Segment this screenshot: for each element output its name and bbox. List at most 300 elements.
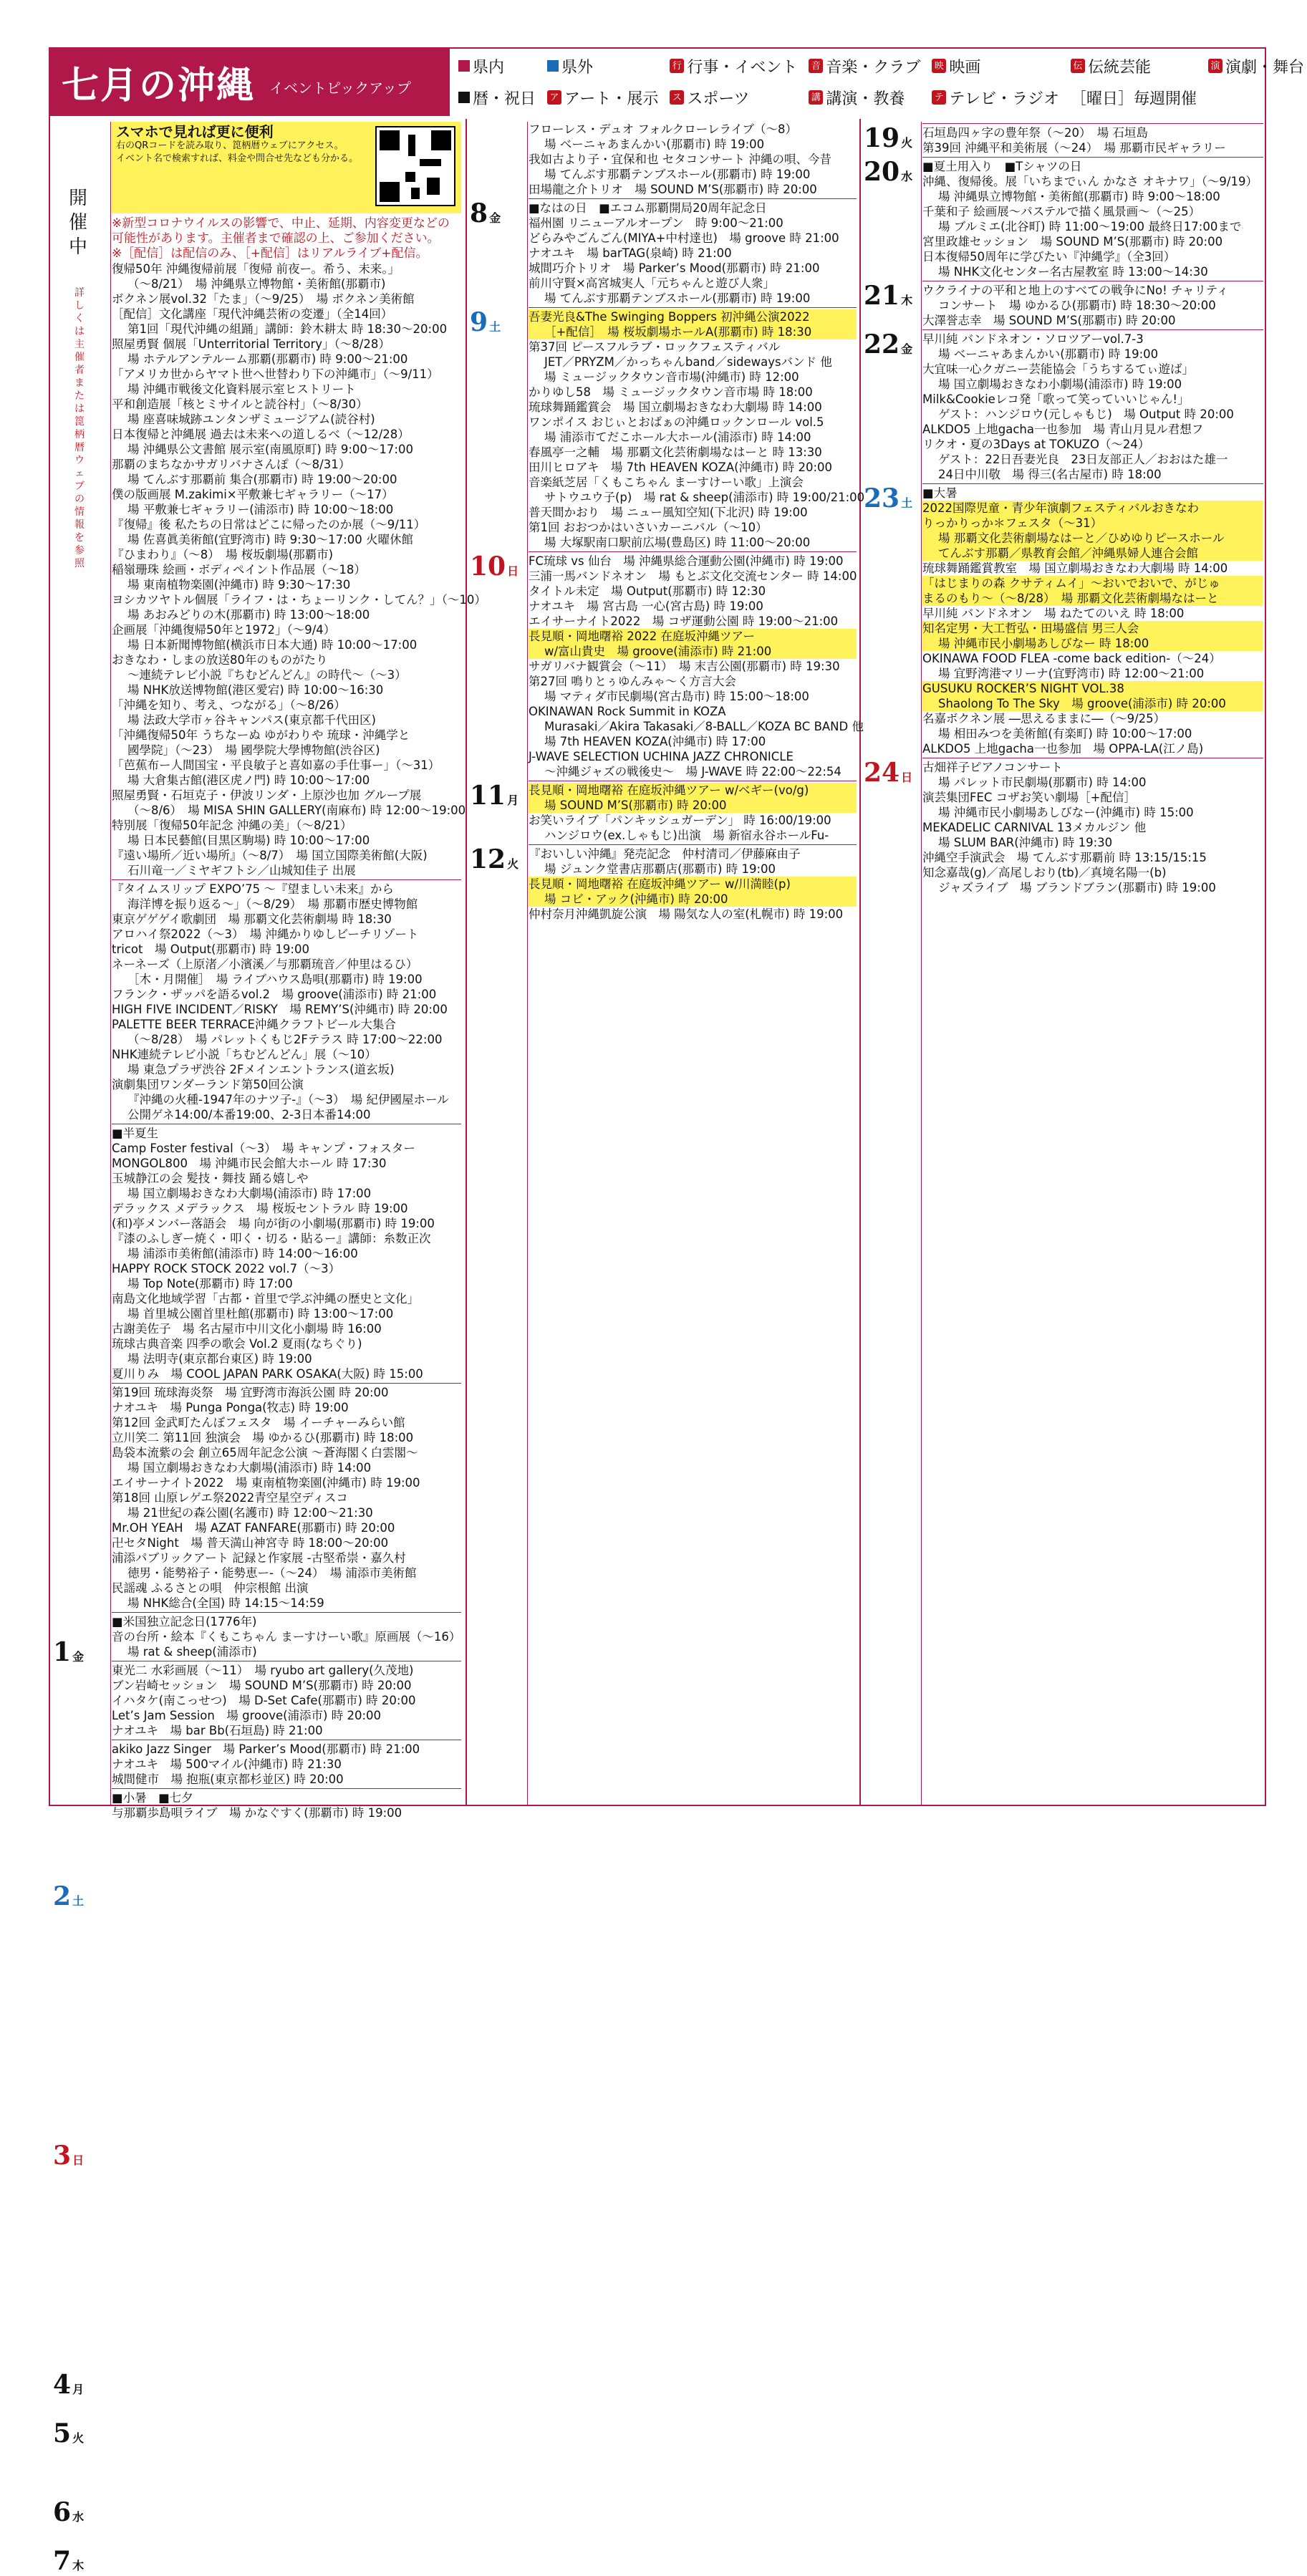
legend-category-icon: ス	[670, 90, 684, 105]
event-entry: 夏川りみ 場 COOL JAPAN PARK OSAKA(大阪) 時 15:00	[112, 1367, 423, 1381]
page-title: 七月の沖縄	[62, 63, 256, 107]
event-entry: ジャズライブ 場 ブランドブラン(那覇市) 時 19:00	[938, 881, 1216, 894]
event-entry: ［+配信］ 場 桜坂劇場ホールA(那覇市) 時 18:30	[529, 324, 857, 339]
event-entry: 場 国立劇場おきなわ大劇場(浦添市) 時 14:00	[127, 1461, 372, 1475]
legend-label: 行事・イベント	[687, 58, 798, 77]
notice-line: ※新型コロナウイルスの影響で、中止、延期、内容変更などの	[112, 216, 450, 231]
event-entry: （～8/28） 場 パレットくもじ2Fテラス 時 17:00～22:00	[127, 1033, 443, 1046]
event-entry: 日本復帰50周年に学びたい『沖縄学』（全3回）	[922, 250, 1176, 264]
event-entry: 場 法明寺(東京都台東区) 時 19:00	[127, 1352, 312, 1366]
day-block	[112, 1383, 461, 1611]
day-separator	[922, 123, 1263, 124]
event-entry: 与那覇歩島唄ライブ 場 かなぐすく(那覇市) 時 19:00	[112, 1806, 402, 1820]
date-column	[49, 122, 111, 2576]
column-2-entries	[529, 122, 865, 1805]
event-entry: 「アメリカ世からヤマト世へ世替わり下の沖縄市」（～9/11）	[112, 367, 439, 381]
date-number: 4	[53, 2370, 72, 2400]
event-entry: 場 那覇文化芸術劇場なはーと／ひめゆりピースホール	[922, 531, 1263, 546]
event-entry: 名嘉ボクネン展 ―思えるままに―（～9/25）	[922, 712, 1166, 725]
date-number: 22	[864, 329, 900, 360]
date-label	[864, 123, 912, 153]
legend-swatch	[458, 60, 470, 72]
weekday: 金	[72, 1650, 85, 1664]
event-entry: ナオユキ 場 Punga Ponga(牧志) 時 19:00	[112, 1401, 349, 1414]
legend-label: 暦・祝日	[473, 90, 536, 108]
event-entry: ナオユキ 場 500マイル(沖縄市) 時 21:30	[112, 1757, 342, 1771]
date-label	[864, 483, 912, 513]
event-entry: 2022国際児童・青少年演劇フェスティバルおきなわ	[922, 501, 1263, 516]
day-block	[922, 329, 1263, 482]
event-entry: MEKADELIC CARNIVAL 13メカルジン 他	[922, 821, 1147, 834]
weekday: 土	[901, 496, 913, 510]
event-entry: 場 宜野湾港マリーナ(宜野湾市) 時 12:00～21:00	[938, 667, 1205, 680]
event-entry: 場 相田みつを美術館(有楽町) 時 10:00～17:00	[938, 727, 1192, 741]
qr-title: スマホで見れば更に便利	[116, 123, 274, 140]
weekday: 火	[72, 2431, 85, 2445]
day-separator	[529, 844, 857, 845]
column-3-entries	[922, 122, 1263, 1805]
qr-box	[112, 122, 461, 213]
date-number: 2	[53, 1881, 72, 1911]
event-entry: ～連続テレビ小説『ちむどんどん』の時代～（～3）	[127, 668, 407, 682]
event-entry: 城間巧介トリオ 場 Parker’s Mood(那覇市) 時 21:00	[529, 261, 820, 275]
event-entry: 場 東急プラザ渋谷 2Fメインエントランス(道玄坂)	[127, 1063, 395, 1076]
event-entry: エイサーナイト2022 場 コザ運動公園 時 19:00～21:00	[529, 614, 839, 628]
day-block	[922, 758, 1263, 895]
date-label	[470, 307, 501, 337]
event-entry: 福州園 リニューアルオープン 時 9:00～21:00	[529, 216, 783, 230]
legend-item	[932, 87, 1059, 109]
event-entry: ナオユキ 場 宮古島 一心(宮古島) 時 19:00	[529, 599, 763, 613]
event-entry: 長見順・岡地曙裕 在庭坂沖縄ツアー w/ベギー(vo/g)	[529, 783, 857, 798]
date-number: 21	[864, 281, 900, 311]
event-entry: 徳男・能勢裕子・能勢恵ー-（～24） 場 浦添市美術館	[127, 1566, 417, 1580]
event-entry: コンサート 場 ゆかるひ(那覇市) 時 18:30～20:00	[938, 299, 1216, 312]
event-entry: 琉球舞踊鑑賞会 場 国立劇場おきなわ大劇場 時 14:00	[529, 400, 822, 414]
day-separator	[529, 198, 857, 199]
event-entry: 照屋勇賢・石垣克子・伊波リンダ・上原沙也加 グループ展	[112, 788, 422, 802]
day-separator	[529, 551, 857, 552]
date-number: 6	[53, 2497, 72, 2527]
date-column	[859, 122, 922, 1805]
event-entry: 石垣島四ヶ字の豊年祭（～20） 場 石垣島	[922, 126, 1148, 140]
event-entry: 場 沖縄市戦後文化資料展示室ヒストリート	[127, 382, 356, 396]
date-label	[53, 2497, 84, 2527]
event-entry: 特別展「復帰50年記念 沖縄の美」（～8/21）	[112, 819, 352, 832]
date-label	[470, 781, 519, 811]
event-entry: 第12回 金武町たんぼフェスタ 場 イーチャーみらい館	[112, 1416, 405, 1429]
event-entry: Mr.OH YEAH 場 AZAT FANFARE(那覇市) 時 20:00	[112, 1521, 395, 1535]
event-entry: 音の台所・絵本『くもこちゃん まーすけーい歌』原画展（～16）	[112, 1630, 461, 1644]
date-number: 23	[864, 483, 900, 513]
event-entry: HAPPY ROCK STOCK 2022 vol.7（～3）	[112, 1262, 341, 1275]
event-entry: 場 SOUND M’S(那覇市) 時 20:00	[529, 798, 857, 813]
event-entry: 場 日本民藝館(目黒区駒場) 時 10:00～17:00	[127, 834, 370, 847]
event-entry: 普天間かおり 場 ニュー風知空知(下北沢) 時 19:00	[529, 506, 808, 519]
event-entry: デラックス メデラックス 場 桜坂セントラル 時 19:00	[112, 1202, 408, 1215]
legend-item	[1071, 87, 1197, 109]
event-entry: 長見順・岡地曙裕 在庭坂沖縄ツアー w/川満睦(p)	[529, 877, 857, 892]
event-entry: 『漆のふしぎー焼く・叩く・切る・貼るー』講師：糸数正次	[112, 1232, 431, 1245]
day-separator	[112, 879, 461, 880]
event-entry: 前川守賢×高宮城実人「元ちゃんと遊び人衆」	[529, 276, 775, 290]
event-entry: 場 沖縄市民小劇場あしびなー 時 18:00	[922, 636, 1263, 651]
legend-category-icon: 音	[809, 59, 823, 73]
day-block	[529, 122, 857, 197]
event-entry: 那覇のまちなかサガリバナさんぽ（～8/31）	[112, 458, 351, 471]
event-entry: Murasaki／Akira Takasaki／8-BALL／KOZA BC BAND 他	[544, 720, 864, 733]
day-block	[529, 844, 857, 922]
event-entry: 場 浦添市てだこホール大ホール(浦添市) 時 14:00	[544, 430, 811, 444]
event-entry: 24日中川敬 場 得三(名古屋市) 時 18:00	[938, 468, 1162, 481]
event-entry: 古謝美佐子 場 名古屋市中川文化小劇場 時 16:00	[112, 1322, 382, 1336]
event-entry: 場 ジュンク堂書店那覇店(那覇市) 時 19:00	[544, 862, 776, 876]
legend-label: 音楽・クラブ	[826, 58, 921, 77]
notice-line: 可能性があります。主催者まで確認の上、ご参加ください。	[112, 231, 440, 246]
event-entry: ハンジロウ(ex.しゃもじ)出演 場 新宿永谷ホールFu-	[544, 829, 829, 842]
event-entry: ゲスト：22日吾妻光良 23日友部正人／おおはた雄一	[938, 453, 1228, 466]
event-entry: ■米国独立記念日(1776年)	[112, 1615, 257, 1629]
date-number: 10	[470, 551, 506, 582]
event-entry: イハタケ(南こっせつ) 場 D-Set Cafe(那覇市) 時 20:00	[112, 1694, 416, 1707]
event-entry: 場 マティダ市民劇場(宮古島市) 時 15:00～18:00	[544, 690, 809, 703]
weekday: 木	[72, 2559, 85, 2572]
qr-line: 右のQRコードを読み取り、箆柄暦ウェブにアクセス。	[116, 140, 344, 151]
event-entry: 日本復帰と沖縄展 過去は未来への道しるべ（～12/28）	[112, 428, 410, 441]
event-entry: 場 東南植物楽園(沖縄市) 時 9:30～17:30	[127, 578, 351, 592]
qr-code[interactable]	[375, 126, 455, 206]
event-entry: 第27回 鳴りとぅゆんみゃ～く方言大会	[529, 675, 736, 688]
event-entry: サトウユウ子(p) 場 rat & sheep(浦添市) 時 19:00/21:00	[544, 491, 865, 504]
legend-swatch	[458, 92, 470, 103]
weekday: 水	[901, 170, 913, 183]
weekday: 土	[72, 1894, 85, 1908]
event-entry: 場 NHK文化センター名古屋教室 時 13:00～14:30	[938, 265, 1208, 279]
event-entry: 民謡魂 ふるさとの唄 仲宗根館 出演	[112, 1581, 309, 1595]
day-separator	[922, 483, 1263, 484]
event-entry: かりゆし58 場 ミュージックタウン音市場 時 18:00	[529, 385, 813, 399]
event-entry: w/富山貴史 場 groove(浦添市) 時 21:00	[529, 644, 857, 659]
event-entry: HIGH FIVE INCIDENT／RISKY 場 REMY’S(沖縄市) 時 20:00	[112, 1003, 448, 1016]
day-block	[922, 483, 1263, 756]
day-separator	[112, 1788, 461, 1789]
event-entry: 大澤誉志幸 場 SOUND M’S(那覇市) 時 20:00	[922, 314, 1176, 327]
event-entry: 復帰50年 沖縄復帰前展「復帰 前夜ー。希う、未来。」	[112, 262, 400, 276]
page-subtitle: イベントピックアップ	[269, 79, 411, 97]
date-number: 19	[864, 123, 900, 153]
day-separator	[112, 1612, 461, 1613]
event-entry: akiko Jazz Singer 場 Parker’s Mood(那覇市) 時 21:00	[112, 1742, 420, 1756]
event-entry: 場 沖縄市民小劇場あしびなー(沖縄市) 時 15:00	[938, 806, 1194, 819]
event-entry: 玉城静江の会 髪技・舞技 踊る嬉しや	[112, 1172, 309, 1185]
ongoing-events	[112, 261, 486, 878]
event-entry: 第39回 沖縄平和美術展（～24） 場 那覇市民ギャラリー	[922, 141, 1226, 155]
legend-label: 講演・教養	[826, 90, 905, 108]
column-1-entries	[112, 122, 486, 1820]
event-entry: ■なはの日 ■エコム那覇開局20周年記念日	[529, 201, 767, 215]
event-entry: 場 あおみどりの木(那覇市) 時 13:00～18:00	[127, 608, 370, 622]
event-entry: りっかりっか＊フェスタ（～31）	[922, 516, 1263, 531]
event-entry: 第1回「現代沖縄の組踊」講師：鈴木耕太 時 18:30～20:00	[127, 322, 448, 336]
event-entry: 千葉和子 絵画展～パステルで描く風景画～（～25）	[922, 205, 1201, 218]
event-entry: 場 SLUM BAR(沖縄市) 時 19:30	[938, 836, 1113, 849]
legend-item	[1071, 55, 1197, 77]
date-label	[53, 1881, 84, 1911]
event-entry: 演劇集団ワンダーランド第50回公演	[112, 1078, 304, 1091]
event-entry: 「沖縄復帰50年 うちなーぬ ゆがわりや 琉球・沖縄学と	[112, 728, 410, 742]
legend-label: 演劇・舞台	[1225, 58, 1304, 77]
event-entry: ［配信］文化講座「現代沖縄芸術の変遷」（全14回）	[112, 307, 393, 321]
event-entry: ■夏土用入り ■Tシャツの日	[922, 160, 1082, 173]
event-entry: 音楽紙芝居「くもこちゃん まーすけーい歌」上演会	[529, 476, 804, 489]
event-entry: 演芸集団FEC コザお笑い劇場［+配信］	[922, 791, 1137, 804]
event-entry: ワンポイス おじぃとおばぁの沖縄ロックンロール vol.5	[529, 415, 824, 429]
column-3	[859, 122, 1266, 1805]
date-number: 20	[864, 157, 900, 187]
weekday: 月	[72, 2383, 85, 2396]
event-entry: GUSUKU ROCKER’S NIGHT VOL.38	[922, 681, 1263, 696]
event-entry: 三浦一馬バンドネオン 場 もとぶ文化交流センター 時 14:00	[529, 569, 857, 583]
legend-label: テレビ・ラジオ	[949, 90, 1059, 108]
event-entry: 第18回 山原レゲエ祭2022青空星空ディスコ	[112, 1491, 348, 1505]
event-entry: 場 ホテルアンテルーム那覇(那覇市) 時 9:00～21:00	[127, 352, 408, 366]
event-entry: 『復帰』後 私たちの日常はどこに帰ったのか展（～9/11）	[112, 518, 426, 531]
event-entry: ～沖縄ジャズの戦後史～ 場 J-WAVE 時 22:00～22:54	[544, 765, 841, 778]
legend-label: アート・展示	[564, 90, 659, 108]
event-entry: 田場龍之介トリオ 場 SOUND M’S(那覇市) 時 20:00	[529, 183, 817, 196]
date-label	[53, 2370, 84, 2400]
event-entry: 稲嶺珊珠 絵画・ボディペイント作品展（～18）	[112, 563, 366, 577]
weekday: 木	[901, 294, 913, 307]
event-entry: 東京ゲゲゲイ歌劇団 場 那覇文化芸術劇場 時 18:30	[112, 912, 392, 926]
day-block	[922, 123, 1263, 155]
date-number: 11	[470, 781, 506, 811]
event-entry: エイサーナイト2022 場 東南植物楽園(沖縄市) 時 19:00	[112, 1476, 420, 1490]
legend-item	[670, 55, 797, 77]
event-entry: （～8/6） 場 MISA SHIN GALLERY(南麻布) 時 12:00～19:00	[127, 804, 466, 817]
legend-category-icon: ア	[547, 90, 561, 105]
event-entry: フローレス・デュオ フォルクローレライブ（～8）	[529, 122, 797, 136]
event-entry: タイトル未定 場 Output(那覇市) 時 12:30	[529, 584, 766, 598]
day-block	[112, 1661, 461, 1738]
legend-category-icon: 演	[1208, 59, 1222, 73]
event-entry: ボクネン展vol.32「たま」（～9/25） 場 ボクネン美術館	[112, 292, 415, 306]
event-entry: フランク・ザッパを語るvol.2 場 groove(浦添市) 時 21:00	[112, 988, 437, 1001]
event-entry: ナオユキ 場 barTAG(泉崎) 時 21:00	[529, 246, 732, 260]
ongoing-note: 詳しくは主催者または箆柄暦ウェブの情報を参照	[74, 287, 85, 569]
event-entry: 第1回 おおつかはいさいカーニバル（～10）	[529, 521, 768, 534]
weekday: 土	[489, 320, 501, 334]
event-entry: おきなわ・しまの放送80年のものがたり	[112, 653, 328, 667]
event-entry: 場 国立劇場おきなわ小劇場(浦添市) 時 19:00	[938, 377, 1182, 391]
event-entry: 春風亭一之輔 場 那覇文化芸術劇場なはーと 時 13:30	[529, 445, 822, 459]
legend-item	[1208, 55, 1304, 77]
legend-label: 県内	[473, 58, 505, 77]
legend-item	[547, 55, 658, 77]
event-entry: 場 沖縄県立博物館・美術館(那覇市) 時 9:00～18:00	[938, 190, 1220, 203]
event-entry: 公開ゲネ14:00/本番19:00、2-3日本番14:00	[127, 1108, 371, 1121]
event-entry: 場 7th HEAVEN KOZA(沖縄市) 時 17:00	[544, 735, 766, 748]
date-label	[864, 758, 912, 788]
event-entry: 場 座喜味城跡ユンタンザミュージアム(読谷村)	[127, 413, 375, 426]
day-block	[112, 1788, 461, 1820]
event-entry: 第19回 琉球海炎祭 場 宜野湾市海浜公園 時 20:00	[112, 1386, 389, 1399]
legend-label: 伝統芸能	[1087, 58, 1151, 77]
event-entry: （～8/21） 場 沖縄県立博物館・美術館(那覇市)	[127, 277, 386, 291]
event-entry: 沖縄、復帰後。展「いちまでぃん かなさ オキナワ」（～9/19）	[922, 175, 1258, 188]
event-entry: tricot 場 Output(那覇市) 時 19:00	[112, 942, 309, 956]
event-entry: 琉球舞踊鑑賞教室 場 国立劇場おきなわ大劇場 時 14:00	[922, 561, 1228, 575]
event-entry: てんぶす那覇／県教育会館／沖縄県婦人連合会館	[922, 546, 1263, 561]
event-entry: ヨシカツヤトル個展「ライフ・は・ちょーリンク・してん？」（～10）	[112, 593, 486, 607]
event-entry: ウクライナの平和と地上のすべての戦争にNo! チャリティ	[922, 284, 1229, 297]
event-entry: 『沖縄の火種-1947年のナツ子-』（～3） 場 紀伊國屋ホール	[127, 1093, 449, 1106]
date-label	[470, 198, 501, 228]
date-number: 9	[470, 307, 488, 337]
event-entry: ALKDO5 上地gacha一也参加 場 OPPA-LA(江ノ島)	[922, 742, 1204, 756]
day-separator	[922, 329, 1263, 330]
event-entry: FC琉球 vs 仙台 場 沖縄県総合運動公園(沖縄市) 時 19:00	[529, 554, 844, 568]
event-entry: 知念嘉哉(g)／高尾しおり(tb)／真境名陽一(b)	[922, 866, 1167, 879]
event-entry: 『遠い場所／近い場所』（～8/7） 場 国立国際美術館(大阪)	[112, 849, 428, 862]
event-entry: 場 てんぶす那覇テンブスホール(那覇市) 時 19:00	[544, 291, 811, 305]
day-block	[529, 781, 857, 843]
event-entry: ゲスト：ハンジロウ(元しゃもじ) 場 Output 時 20:00	[938, 407, 1234, 421]
event-entry: 『タイムスリップ EXPO’75 ～『望ましい未来』から	[112, 882, 394, 896]
legend-item	[458, 55, 536, 77]
event-entry: 城間健市 場 抱瓶(東京都杉並区) 時 20:00	[112, 1772, 344, 1786]
event-entry: Camp Foster festival（～3） 場 キャンプ・フォスター	[112, 1142, 415, 1155]
event-entry: 場 rat & sheep(浦添市)	[127, 1645, 257, 1659]
date-number: 3	[53, 2141, 72, 2171]
date-number: 5	[53, 2418, 72, 2449]
day-block	[112, 1124, 461, 1381]
event-entry: 場 法政大学市ヶ谷キャンパス(東京都千代田区)	[127, 713, 376, 727]
day-separator	[112, 1383, 461, 1384]
event-entry: 場 大塚駅南口駅前広場(豊島区) 時 11:00～20:00	[544, 536, 811, 549]
weekday: 金	[901, 342, 913, 356]
event-entry: 琉球古典音楽 四季の歌会 Vol.2 夏雨(なちぐり)	[112, 1337, 362, 1351]
event-entry: 東光二 水彩画展（～11） 場 ryubo art gallery(久茂地)	[112, 1664, 414, 1677]
event-entry: 場 ブルミエ(北谷町) 時 11:00～19:00 最終日17:00まで	[938, 220, 1242, 233]
legend-item	[809, 55, 920, 77]
date-column	[466, 122, 528, 1805]
event-entry: 海洋博を振り返る～」（～8/29） 場 那覇市歴史博物館	[127, 897, 418, 911]
event-entry: 早川純 バンドネオン・ソロツアーvol.7-3	[922, 332, 1144, 346]
event-entry: Shaolong To The Sky 場 groove(浦添市) 時 20:00	[922, 696, 1263, 711]
event-entry: ■小暑 ■七夕	[112, 1791, 193, 1805]
event-entry: 僕の版画展 M.zakimi×平敷兼七ギャラリー（～17）	[112, 488, 394, 501]
event-entry: リクオ・夏の3Days at TOKUZO（～24）	[922, 438, 1150, 451]
event-entry: 宮里政雄セッション 場 SOUND M’S(那覇市) 時 20:00	[922, 235, 1223, 249]
legend-label: ［曜日］毎週開催	[1070, 90, 1197, 108]
event-entry: 場 国立劇場おきなわ大劇場(浦添市) 時 17:00	[127, 1187, 372, 1200]
date-number: 8	[470, 198, 488, 228]
event-entry: 場 NHK放送博物館(港区愛宕) 時 10:00～16:30	[127, 683, 384, 697]
legend-category-icon: 映	[932, 59, 946, 73]
event-entry: 場 大倉集古館(港区虎ノ門) 時 10:00～17:00	[127, 773, 370, 787]
legend-label: 県外	[561, 58, 594, 77]
event-entry: ALKDO5 上地gacha一也参加 場 青山月見ル君想フ	[922, 423, 1204, 436]
event-entry: 平和創造展「核とミサイルと読谷村」（～8/30）	[112, 397, 368, 411]
date-label	[470, 551, 519, 582]
event-entry: ■半夏生	[112, 1127, 159, 1140]
date-label	[470, 844, 519, 874]
event-entry: 長見順・岡地曙裕 2022 在庭坂沖縄ツアー	[529, 629, 857, 644]
event-entry: 早川純 バンドネオン 場 ねたてのいえ 時 18:00	[922, 607, 1185, 620]
event-entry: OKINAWA FOOD FLEA -come back edition-（～24）	[922, 652, 1221, 665]
covid-notice	[112, 216, 461, 261]
event-entry: 場 ベーニャあまんかい(那覇市) 時 19:00	[938, 347, 1159, 361]
event-entry: 我如古より子・宜保和也 セタコンサート 沖縄の唄、今昔	[529, 153, 831, 166]
day-block	[112, 879, 461, 1122]
event-entry: 場 21世紀の森公園(名護市) 時 12:00～21:30	[127, 1506, 373, 1520]
legend-label: スポーツ	[687, 90, 750, 108]
date-number: 7	[53, 2546, 72, 2576]
legend-item	[809, 87, 920, 109]
weekday: 日	[901, 771, 913, 784]
day-block	[112, 1740, 461, 1787]
event-entry: 企画展「沖縄復帰50年と1972」（～9/4）	[112, 623, 336, 637]
day-separator	[922, 157, 1263, 158]
event-entry: JET／PRYZM／かっちゃんband／sidewaysバンド 他	[544, 355, 832, 369]
day-block	[922, 281, 1263, 328]
event-entry: 島袋本流紫の会 創立65周年記念公演 ～蒼海閣く白雲閣～	[112, 1446, 418, 1460]
event-entry: 照屋勇賢 個展「Unterritorial Territory」（～8/28）	[112, 337, 390, 351]
weekday: 月	[507, 793, 519, 807]
event-entry: Let’s Jam Session 場 groove(浦添市) 時 20:00	[112, 1709, 382, 1722]
day-block	[112, 1612, 461, 1659]
event-entry: まるのもり～（～8/28） 場 那覇文化芸術劇場なはーと	[922, 591, 1263, 606]
legend-item	[458, 87, 536, 109]
event-entry: 沖縄空手演武会 場 てんぶす那覇前 時 13:15/15:15	[922, 851, 1207, 864]
event-entry: 南島文化地域学習「古都・首里で学ぶ沖縄の歴史と文化」	[112, 1292, 419, 1306]
weekday: 日	[72, 2153, 85, 2167]
legend-item	[547, 87, 658, 109]
weekday: 火	[507, 857, 519, 871]
event-entry: OKINAWAN Rock Summit in KOZA	[529, 705, 726, 718]
event-entry: 石川竜一／ミヤギフトシ／山城知佳子 出展	[127, 864, 356, 877]
day-block	[529, 198, 857, 306]
event-entry: 『ひまわり』（～8） 場 桜坂劇場(那覇市)	[112, 548, 334, 561]
day-block	[529, 551, 864, 779]
legend-category-icon: 行	[670, 59, 684, 73]
event-entry: 場 てんぶす那覇前 集合(那覇市) 時 19:00～20:00	[127, 473, 397, 486]
event-entry: お笑いライブ「パンキッシュガーデン」 時 16:00/19:00	[529, 814, 831, 827]
event-entry: Milk&Cookieレコ発「歌って笑っていいじゃん!」	[922, 392, 1190, 406]
event-entry: 大宜味一心クガニー芸能協会「うちするてぃ遊ば」	[922, 362, 1195, 376]
date-number: 1	[53, 1637, 72, 1667]
date-number: 24	[864, 758, 900, 788]
column-1-days	[112, 879, 461, 1820]
legend-swatch	[547, 60, 559, 72]
event-entry: 古畑祥子ピアノコンサート	[922, 761, 1063, 774]
column-2	[466, 122, 865, 1805]
weekday: 水	[72, 2510, 85, 2524]
event-entry: 「はじまりの森 クサティムイ」～おいでおいで、がじゅ	[922, 576, 1263, 591]
date-label	[53, 2141, 84, 2171]
event-entry: ［木・月開催］ 場 ライブハウス島唄(那覇市) 時 19:00	[127, 973, 423, 986]
legend-item	[932, 55, 1059, 77]
event-entry: 場 首里城公園首里杜館(那覇市) 時 13:00～17:00	[127, 1307, 394, 1321]
legend-category-icon: テ	[932, 90, 946, 105]
event-entry: 知名定男・大工哲弘・田場盛信 男三人会	[922, 621, 1263, 636]
event-entry: 場 Top Note(那覇市) 時 17:00	[127, 1277, 293, 1291]
weekday: 日	[507, 564, 519, 578]
event-entry: 場 平敷兼七ギャラリー(浦添市) 時 10:00～18:00	[127, 503, 394, 516]
event-entry: 浦添パブリックアート 記録と作家展 -古堅希崇・嘉久村	[112, 1551, 406, 1565]
event-entry: 仲村奈月沖縄凱旋公演 場 陽気な人の室(札幌市) 時 19:00	[529, 907, 844, 921]
